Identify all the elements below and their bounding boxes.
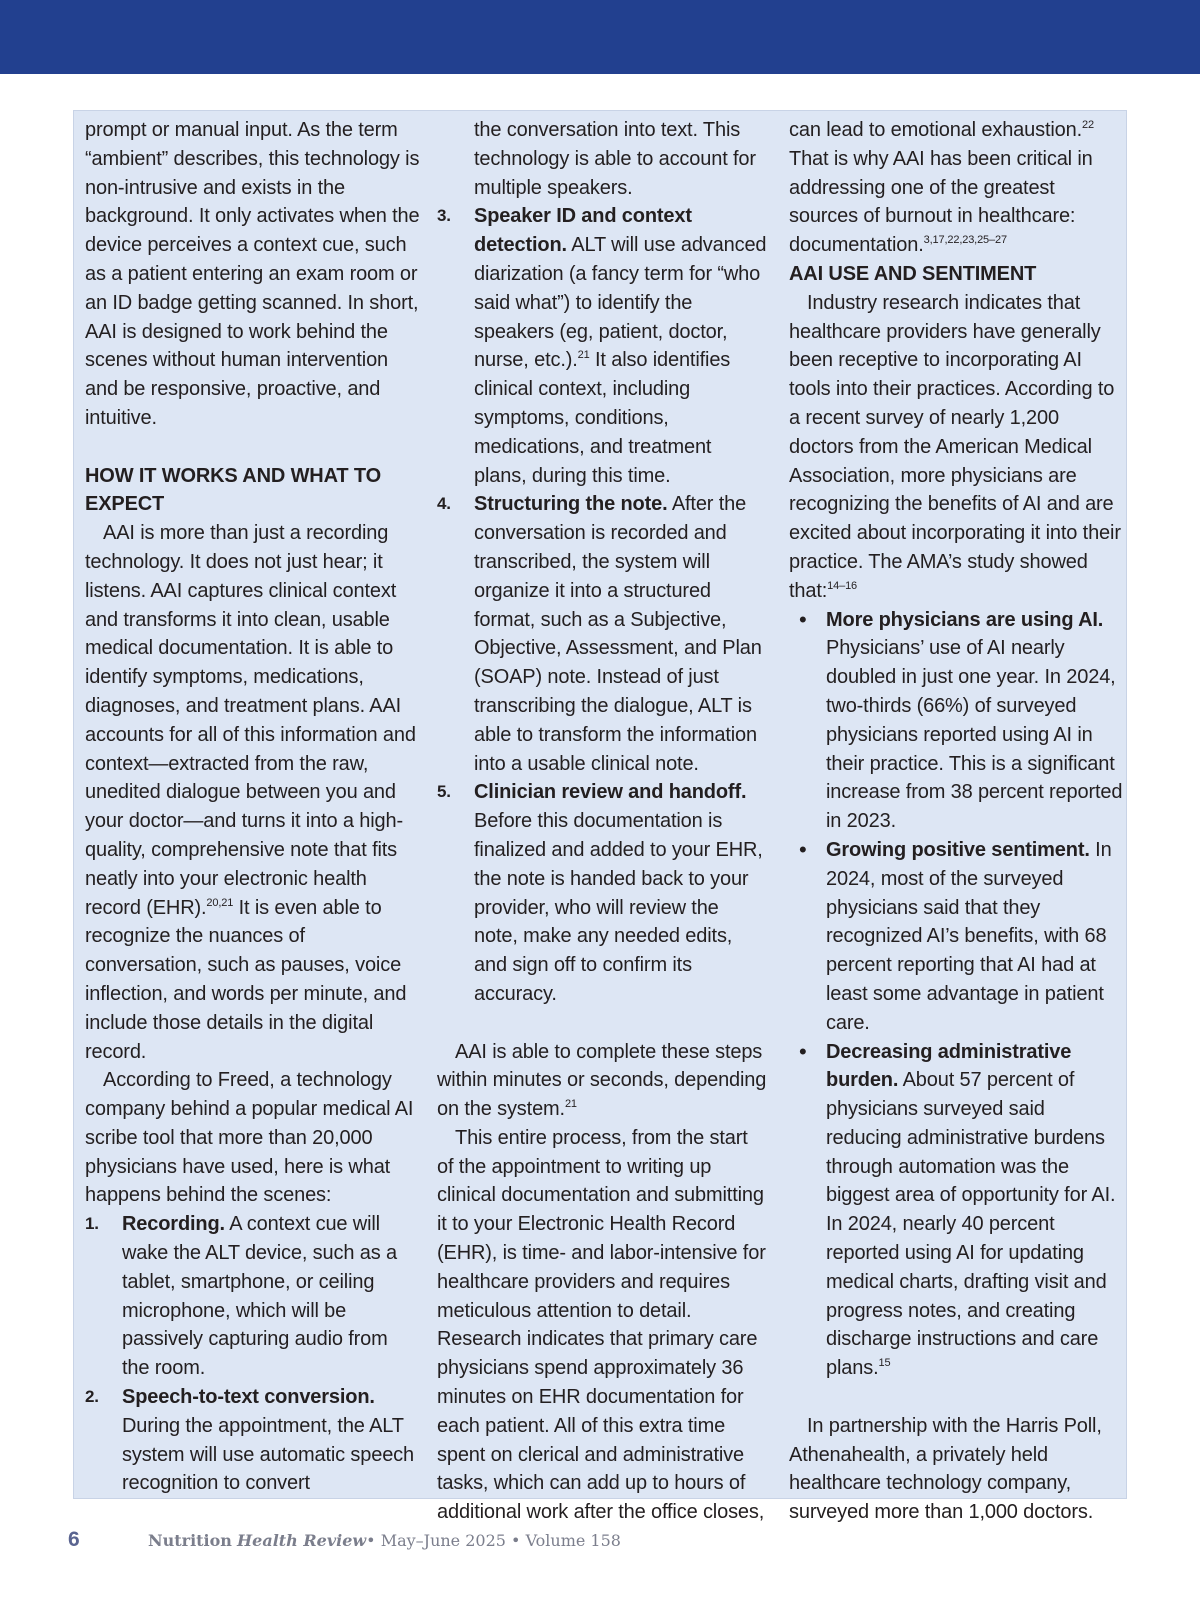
bullet-icon: •	[799, 1038, 807, 1064]
list-item-recording: 1. Recording. A context cue will wake the ALT device, such as a tablet, smartphone, or ceiling microphone, which will be passively capturing audio from the room.	[85, 1213, 397, 1380]
citation: 21	[564, 1098, 577, 1111]
paragraph-intro: prompt or manual input. As the term “ambient” describes, this technology is non-intrusive and exists in the background. It only activates when the device perceives a context cue, such as a patient entering an exam room or an ID badge getting scanned. In short, AAI is designed to work behind the scenes without human intervention and be responsive, proactive, and intuitive.	[85, 119, 420, 429]
paragraph-freed: According to Freed, a technology company behind a popular medical AI scribe tool that more than 20,000 physicians have used, here is what happens behind the scenes:	[85, 1069, 414, 1207]
paragraph-burnout: can lead to emotional exhaustion.$^{22}$ That is why AAI has been critical in addressing one of the greatest sources of burnout in healthcare: documentation.$^{3,17,22,23,25-27}$	[789, 119, 1094, 257]
column-1	[85, 116, 420, 1498]
list-item-structuring: 4. Structuring the note. After the conversation is recorded and transcribed, the system will organize it into a structured format, such as a Subjective, Objective, Assessment, and Plan (SOAP) note. Instead of just transcribing the dialogue, ALT is able to transform the information into a usable clinical note.	[437, 493, 762, 775]
list-item-continuation: the conversation into text. This technology is able to account for multiple speakers.	[474, 119, 756, 199]
citation: 21	[577, 349, 590, 362]
page-footer	[68, 1528, 621, 1556]
citation: 20,21	[206, 896, 234, 909]
paragraph-process: This entire process, from the start of the appointment to writing up clinical documentation and submitting it to your Electronic Health Record (EHR), is time- and labor-intensive for healthcare providers and requires meticulous attention to detail. Research indicates that primary care physicians spend approximately 36 minutes on EHR documentation for each patient. All of this extra time spent on clerical and administrative tasks, which can add up to hours of additional work after the office closes,	[437, 1126, 766, 1524]
column-2	[437, 116, 767, 1527]
list-item-speech-to-text: 2. Speech-to-text conversion. During the appointment, the ALT system will use automatic speech recognition to convert	[85, 1386, 414, 1495]
paragraph-aai-overview: AAI is more than just a recording technology. It does not just hear; it listens. AAI captures clinical context and transforms it into clean, usable medical documentation. It is able to identify symptoms, medications, diagnoses, and treatment plans. AAI accounts for all of this information and context—extracted from the raw, unedited dialogue between you and your doctor—and turns it into a high-quality, comprehensive note that fits neatly into your electronic health record (EHR).$^{20,21}$ It is even able to recognize the nuances of conversation, such as pauses, voice inflection, and words per minute, and include those details in the digital record.	[85, 522, 416, 1063]
citation: 14–16	[827, 579, 858, 592]
publication-name: Nutrition	[148, 1531, 232, 1550]
section-heading-use-sentiment: AAI USE AND SENTIMENT	[789, 262, 1037, 285]
paragraph-harris-poll: In partnership with the Harris Poll, Athenahealth, a privately held healthcare technology company, surveyed more than 1,000 doctors.	[789, 1414, 1102, 1524]
publication-name-italic: Health Review	[237, 1531, 367, 1550]
bullet-icon: •	[799, 836, 807, 862]
list-item-clinician-review: 5. Clinician review and handoff. Before this documentation is finalized and added to your EHR, the note is handed back to your provider, who will review the note, make any needed edits, and sign off to confirm its accuracy.	[437, 781, 763, 1005]
bullet-icon: •	[799, 606, 807, 632]
bullet-item-admin-burden: • Decreasing administrative burden. About 57 percent of physicians surveyed said reducing administrative burdens through automation was the biggest area of opportunity for AI. In 2024, nearly 40 percent reported using AI for updating medical charts, drafting visit and progress notes, and creating discharge instructions and care plans.$^{15}$	[789, 1038, 1124, 1384]
citation: 22	[1082, 119, 1094, 131]
header-band	[0, 0, 1200, 74]
page-number: 6	[68, 1528, 80, 1551]
paragraph-steps-timing: AAI is able to complete these steps within minutes or seconds, depending on the system.$^{21}$	[437, 1040, 767, 1121]
list-item-speaker-id: 3. Speaker ID and context detection. ALT will use advanced diarization (a fancy term for “who said what”) to identify the speakers (eg, patient, doctor, nurse, etc.).$^{21}$ It also identifies clinical context, including symptoms, conditions, medications, and treatment plans, during this time.	[437, 205, 767, 487]
bullet-item-positive-sentiment: • Growing positive sentiment. In 2024, most of the surveyed physicians said that they recognized AI’s benefits, with 68 percent reporting that AI had at least some advantage in patient care.	[789, 836, 1124, 1038]
section-heading-how-it-works: HOW IT WORKS AND WHAT TO EXPECT	[85, 464, 381, 516]
citation: 15	[878, 1357, 891, 1370]
column-3	[789, 116, 1124, 1527]
issue-info: • May–June 2025 • Volume 158	[366, 1531, 621, 1550]
citation: 3,17,22,23,25–27	[923, 234, 1007, 247]
paragraph-industry-research: Industry research indicates that healthcare providers have generally been receptive to incorporating AI tools into their practices. According to a recent survey of nearly 1,200 doctors from the American Medical Association, more physicians are recognizing the benefits of AI and are excited about incorporating it into their practice. The AMA’s study showed that:$^{14-16}$	[789, 291, 1121, 602]
bullet-item-more-physicians: • More physicians are using AI. Physicians’ use of AI nearly doubled in just one year. In 2024, two-thirds (66%) of surveyed physicians reported using AI in their practice. This is a significant increase from 38 percent reported in 2023.	[789, 606, 1124, 836]
